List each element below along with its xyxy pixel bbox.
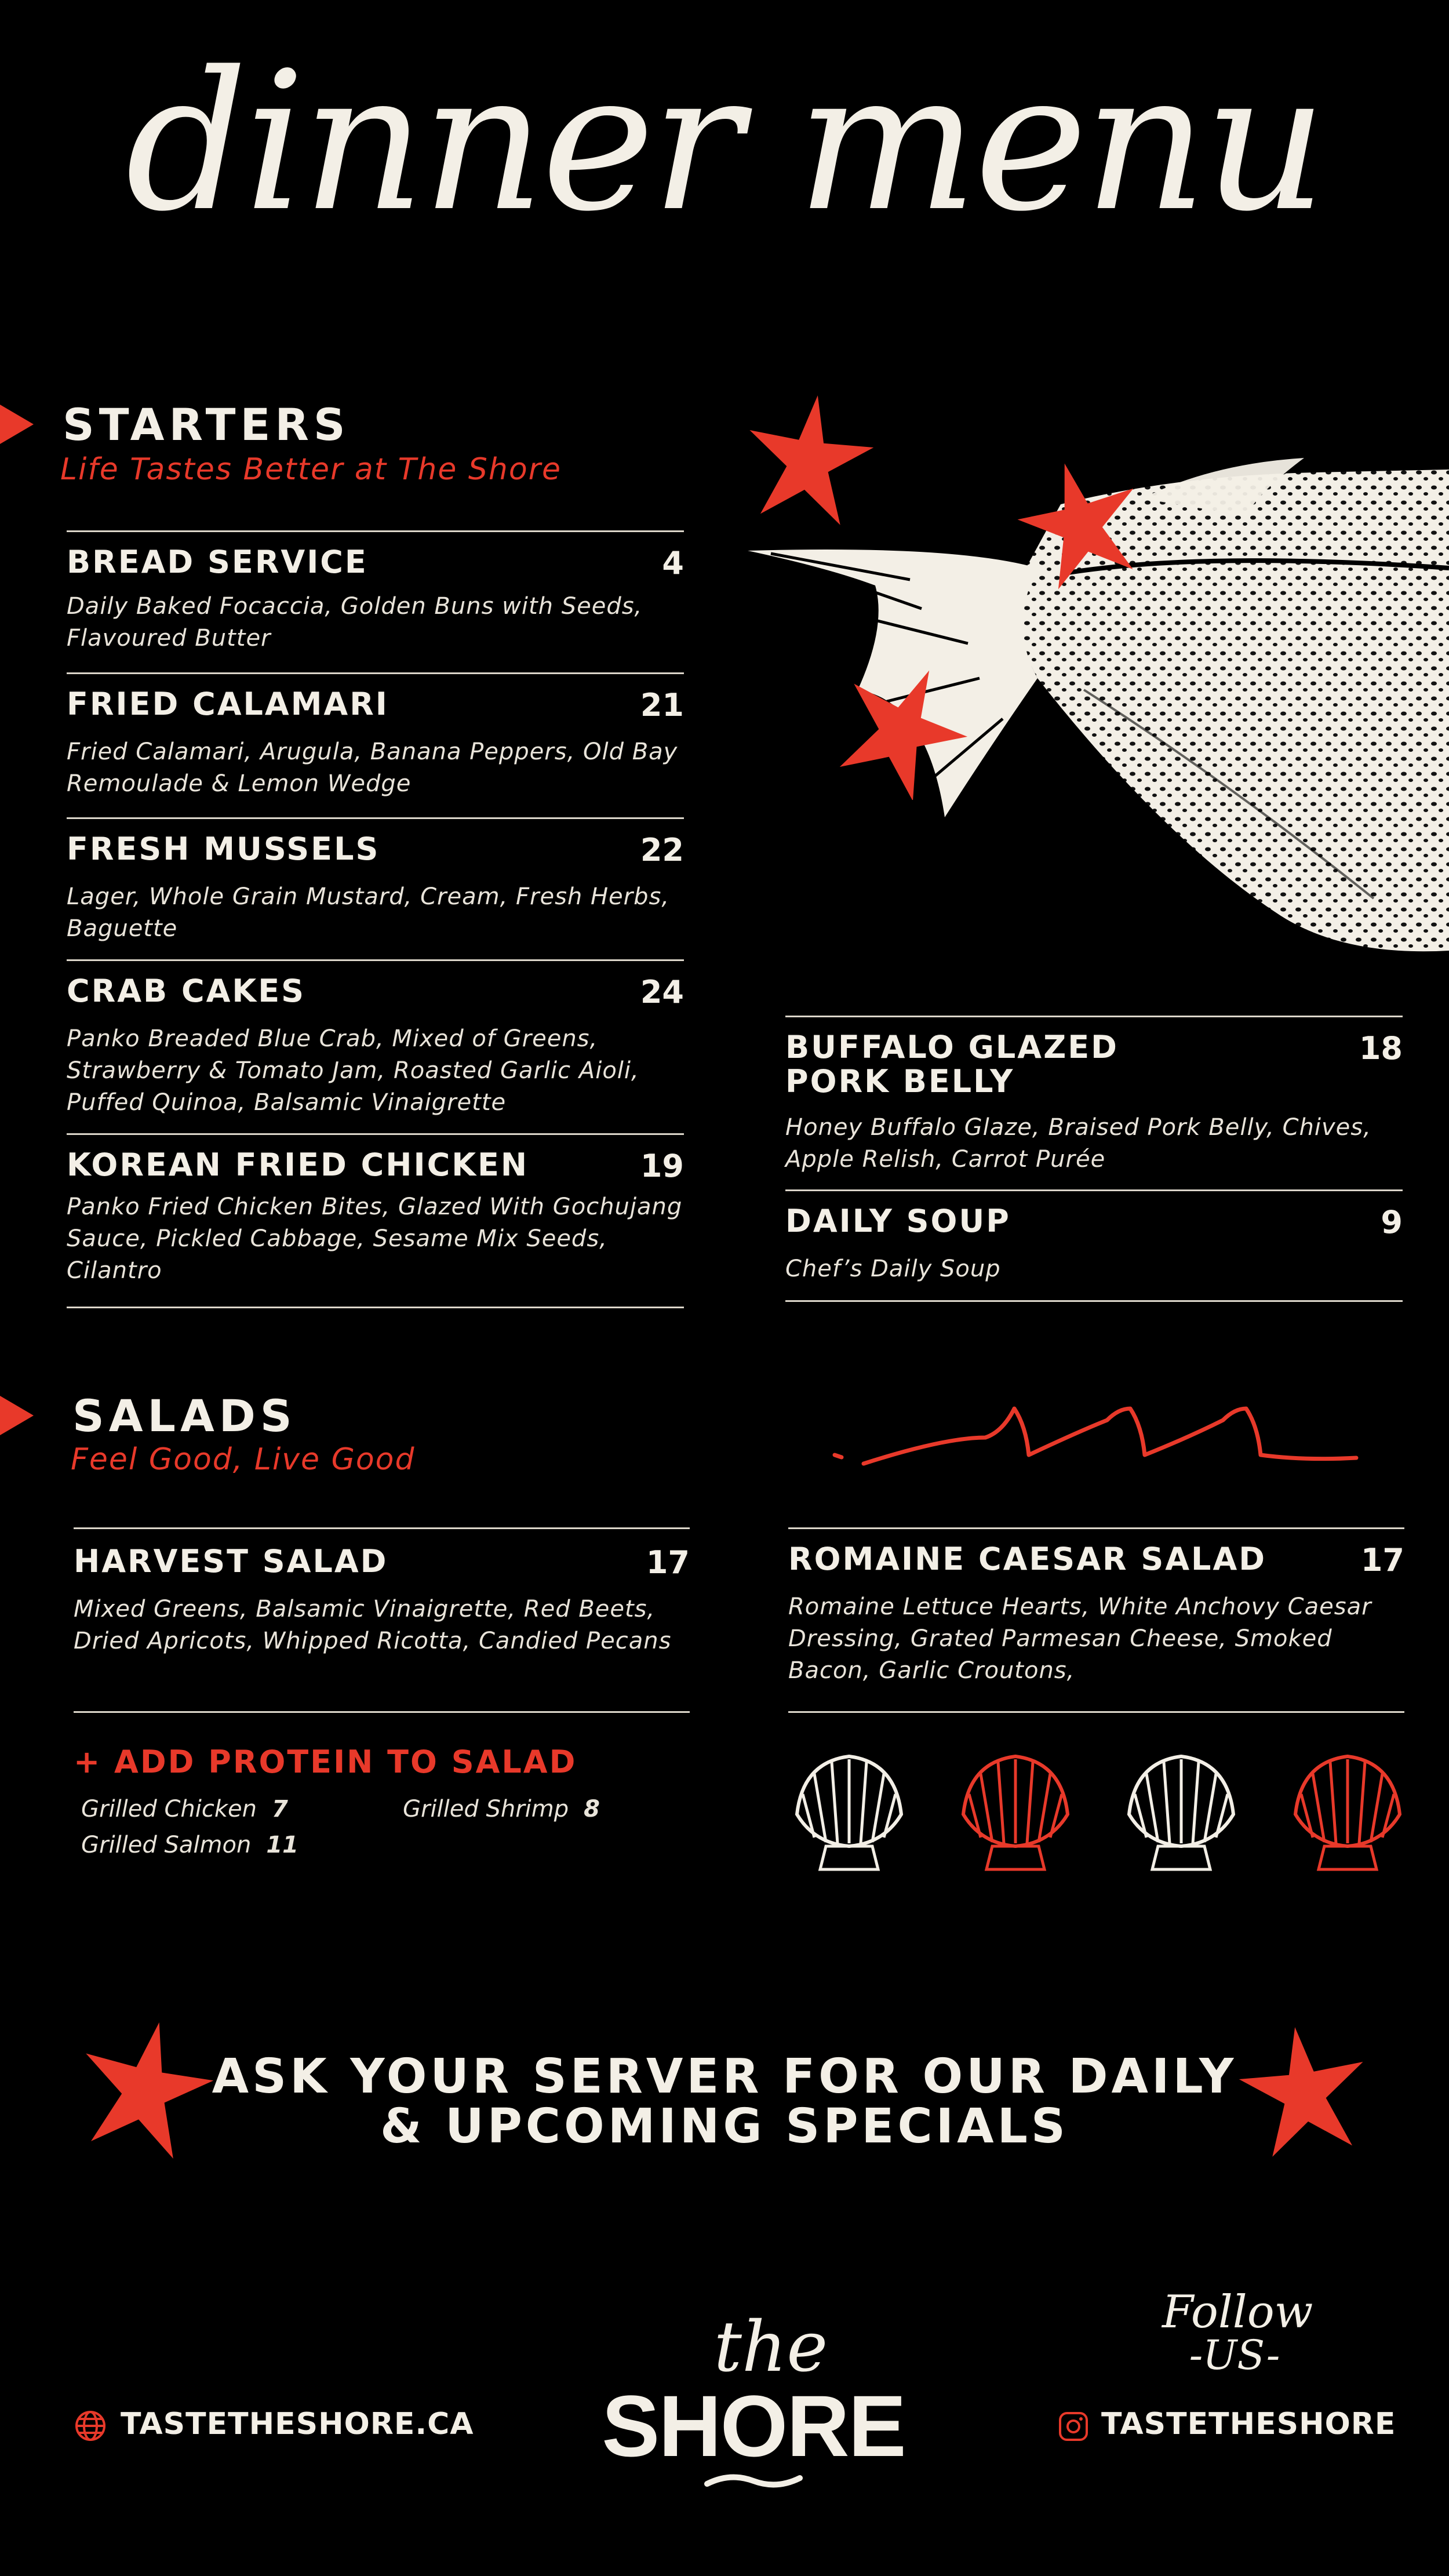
logo xyxy=(580,2307,927,2493)
follow-text: Follow xyxy=(1162,2286,1313,2338)
starfish-icon xyxy=(829,661,974,800)
globe-icon xyxy=(74,2410,107,2442)
specials-line-1: ASK YOUR SERVER FOR OUR DAILY xyxy=(212,2049,1237,2104)
item-description: Romaine Lettuce Hearts, White Anchovy Caesar Dressing, Grated Parmesan Cheese, Smoked Bacon, Garlic Croutons, xyxy=(788,1593,1372,1684)
item-name: CRAB CAKES xyxy=(67,973,306,1009)
starfish-icon xyxy=(997,458,1165,591)
item-price: 17 xyxy=(1360,1542,1404,1578)
protein-option: Grilled Shrimp 8 xyxy=(403,1796,600,1822)
protein-option: Grilled Chicken 7 xyxy=(81,1796,288,1822)
instagram-handle[interactable]: TASTETHESHORE xyxy=(1101,2407,1396,2442)
item-name: ROMAINE CAESAR SALAD xyxy=(788,1541,1267,1577)
protein-option: Grilled Salmon 11 xyxy=(81,1832,298,1858)
menu-item xyxy=(74,1527,690,1713)
item-price: 22 xyxy=(640,832,684,868)
item-description: Panko Breaded Blue Crab, Mixed of Greens, Strawberry & Tomato Jam, Roasted Garlic Aioli, Puffed Quinoa, Balsamic Vinaigrette xyxy=(67,1025,639,1116)
item-name: FRESH MUSSELS xyxy=(67,831,380,867)
menu-item xyxy=(67,959,684,1133)
instagram-icon xyxy=(1058,2411,1088,2442)
item-price: 9 xyxy=(1381,1204,1403,1240)
menu-item xyxy=(785,1016,1403,1189)
logo-shore: SHORE xyxy=(602,2377,905,2475)
menu-item xyxy=(785,1189,1403,1302)
menu-item xyxy=(67,672,684,817)
shell-row xyxy=(791,1745,1406,1884)
item-name: HARVEST SALAD xyxy=(74,1543,388,1580)
item-price: 19 xyxy=(640,1148,684,1184)
logo-the: the xyxy=(713,2307,828,2388)
item-description: Fried Calamari, Arugula, Banana Peppers, Old Bay Remoulade & Lemon Wedge xyxy=(67,738,678,798)
menu-item xyxy=(67,530,684,672)
starters-right-list xyxy=(785,1016,1403,1302)
item-price: 21 xyxy=(640,687,684,723)
item-description: Mixed Greens, Balsamic Vinaigrette, Red Beets, Dried Apricots, Whipped Ricotta, Candied Pecans xyxy=(74,1596,672,1655)
section-marker-icon xyxy=(0,1396,34,1435)
specials-line-2: & UPCOMING SPECIALS xyxy=(380,2099,1069,2154)
item-description: Lager, Whole Grain Mustard, Cream, Fresh Herbs, Baguette xyxy=(67,883,670,943)
item-name: FRIED CALAMARI xyxy=(67,686,389,722)
salads-title: SALADS xyxy=(72,1390,297,1442)
salads-subtitle: Feel Good, Live Good xyxy=(71,1442,416,1477)
scallop-shell-icon xyxy=(957,1745,1073,1878)
starters-title: STARTERS xyxy=(63,399,350,450)
item-price: 18 xyxy=(1359,1030,1403,1067)
menu-title: dinner menu xyxy=(125,31,1324,253)
add-protein-heading: + ADD PROTEIN TO SALAD xyxy=(74,1744,577,1780)
menu-item xyxy=(67,1133,684,1308)
item-name: KOREAN FRIED CHICKEN xyxy=(67,1147,529,1183)
item-name: DAILY SOUP xyxy=(785,1203,1011,1239)
scallop-shell-icon xyxy=(1290,1745,1406,1878)
item-price: 17 xyxy=(646,1544,690,1581)
item-price: 24 xyxy=(640,974,684,1010)
item-description: Chef’s Daily Soup xyxy=(785,1256,1001,1282)
menu-item xyxy=(67,817,684,959)
starters-subtitle: Life Tastes Better at The Shore xyxy=(60,452,562,487)
website-link[interactable]: TASTETHESHORE.CA xyxy=(121,2407,474,2442)
scallop-shell-icon xyxy=(791,1745,907,1878)
section-marker-icon xyxy=(0,405,34,444)
item-description: Honey Buffalo Glaze, Braised Pork Belly, Chives, Apple Relish, Carrot Purée xyxy=(785,1114,1371,1173)
us-text: -US- xyxy=(1189,2331,1280,2379)
item-name: BUFFALO GLAZED PORK BELLY xyxy=(785,1029,1119,1100)
follow-us xyxy=(1162,2286,1313,2379)
starters-left-list xyxy=(67,530,684,1308)
item-description: Panko Fried Chicken Bites, Glazed With Gochujang Sauce, Pickled Cabbage, Sesame Mix Seeds, Cilantro xyxy=(67,1194,683,1285)
salads-right-list xyxy=(788,1527,1404,1713)
menu-item xyxy=(788,1527,1404,1713)
salads-left-list xyxy=(74,1527,690,1713)
wave-icon xyxy=(829,1397,1362,1478)
item-name: BREAD SERVICE xyxy=(67,544,368,580)
starfish-icon xyxy=(739,385,878,536)
scallop-shell-icon xyxy=(1123,1745,1239,1878)
item-description: Daily Baked Focaccia, Golden Buns with Seeds, Flavoured Butter xyxy=(67,593,643,652)
item-price: 4 xyxy=(662,545,684,581)
